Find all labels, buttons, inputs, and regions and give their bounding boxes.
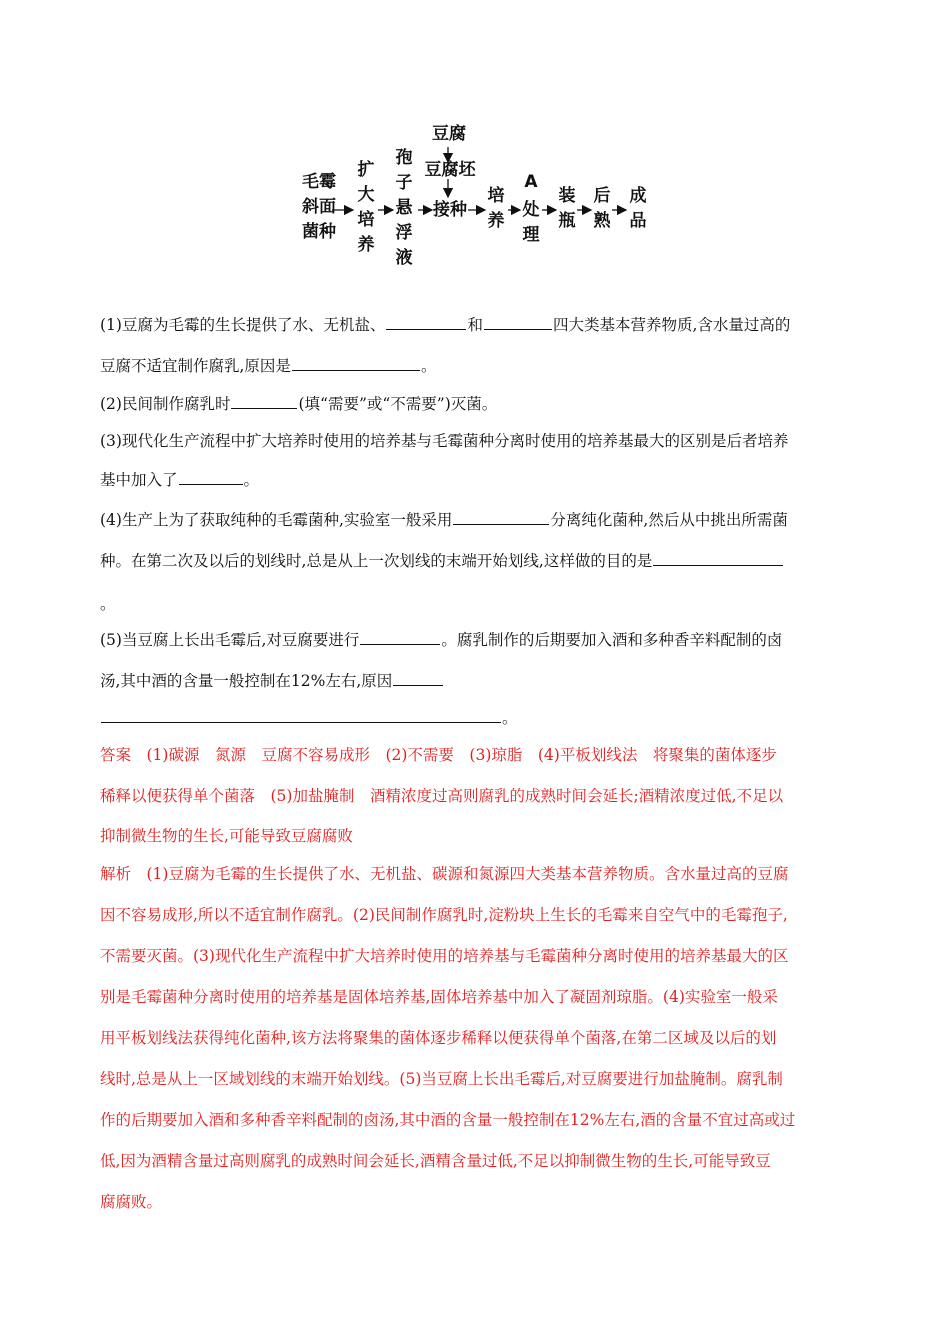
node-culture: 培养 [487,186,505,231]
answer-line-2: 稀释以便获得单个菌落 (5)加盐腌制 酒精浓度过高则腐乳的成熟时间会延长;酒精浓度过低,不足以 [100,787,784,805]
analysis-line-2: 因不容易成形,所以不适宜制作腐乳。(2)民间制作腐乳时,淀粉块上生长的毛霉来自空气中的毛霉孢子, [100,906,788,924]
node-tofu: 豆腐 [432,124,466,144]
node-inoculate: 接种 [433,200,467,220]
analysis-line-5: 用平板划线法获得纯化菌种,该方法将聚集的菌体逐步稀释以便获得单个菌落,在第二区域及以后的划 [100,1029,777,1047]
blank-q5-b[interactable] [393,668,443,686]
question-5-line-1: (5)当豆腐上长出毛霉后,对豆腐要进行 。腐乳制作的后期要加入酒和多种香辛料配制的卤 [100,627,782,650]
blank-q1-b[interactable] [484,312,552,330]
analysis-line-1: 解析 (1)豆腐为毛霉的生长提供了水、无机盐、碳源和氮源四大类基本营养物质。含水量过高的豆腐 [100,865,789,883]
node-a-treatment-letter: A [524,172,538,192]
blank-q5-a[interactable] [360,627,440,645]
blank-q4-a[interactable] [453,507,549,525]
question-3-line-1: (3)现代化生产流程中扩大培养时使用的培养基与毛霉菌种分离时使用的培养基最大的区别是后者培养 [100,432,789,450]
analysis-line-4: 别是毛霉菌种分离时使用的培养基是固体培养基,固体培养基中加入了凝固剂琼脂。(4)实验室一般采 [100,988,778,1006]
blank-q3[interactable] [179,467,243,485]
process-flow-diagram [290,118,670,288]
question-4-line-1: (4)生产上为了获取纯种的毛霉菌种,实验室一般采用 分离纯化菌种,然后从中挑出所需菌 [100,507,788,530]
analysis-line-3: 不需要灭菌。(3)现代化生产流程中扩大培养时使用的培养基与毛霉菌种分离时使用的培养基最大的区 [100,947,789,965]
node-mould-stock: 毛霉斜面菌种 [302,172,336,242]
question-4-line-3: 。 [100,595,116,613]
node-post-ripening: 后熟 [593,186,611,231]
question-1-line-1: (1)豆腐为毛霉的生长提供了水、无机盐、 和 四大类基本营养物质,含水量过高的 [100,312,790,335]
question-2: (2)民间制作腐乳时 (填“需要”或“不需要”)灭菌。 [100,391,497,414]
question-1-line-2: 豆腐不适宜制作腐乳,原因是 。 [100,353,436,376]
blank-q2[interactable] [231,391,297,409]
blank-q5-c[interactable] [101,705,501,723]
question-5-line-2: 汤,其中酒的含量一般控制在12%左右,原因 [100,668,444,691]
node-a-treatment: 处理 [522,200,540,245]
question-5-line-3: 。 [100,705,518,728]
node-final-product: 成品 [629,186,647,231]
analysis-line-8: 低,因为酒精含量过高则腐乳的成熟时间会延长,酒精含量过低,不足以抑制微生物的生长,可能导致豆 [100,1152,771,1170]
node-tofu-block: 豆腐坯 [424,160,476,180]
question-3-line-2: 基中加入了 。 [100,467,259,490]
node-expand-culture: 扩大培养 [357,160,375,255]
question-4-line-2: 种。在第二次及以后的划线时,总是从上一次划线的末端开始划线,这样做的目的是 [100,548,784,571]
analysis-line-7: 作的后期要加入酒和多种香辛料配制的卤汤,其中酒的含量一般控制在12%左右,酒的含量不宜过高或过 [100,1111,796,1129]
blank-q1-a[interactable] [386,312,466,330]
blank-q1-c[interactable] [292,353,420,371]
analysis-line-6: 线时,总是从上一区域划线的末端开始划线。(5)当豆腐上长出毛霉后,对豆腐要进行加盐腌制。腐乳制 [100,1070,783,1088]
answer-line-3: 抑制微生物的生长,可能导致豆腐腐败 [100,827,353,845]
answer-line-1: 答案 (1)碳源 氮源 豆腐不容易成形 (2)不需要 (3)琼脂 (4)平板划线法 将聚集的菌体逐步 [100,746,777,764]
analysis-line-9: 腐腐败。 [100,1193,163,1211]
node-bottling: 装瓶 [558,186,576,231]
flow-arrows [290,118,670,288]
blank-q4-b[interactable] [653,548,783,566]
node-spore-suspension: 孢子悬浮液 [395,148,413,268]
